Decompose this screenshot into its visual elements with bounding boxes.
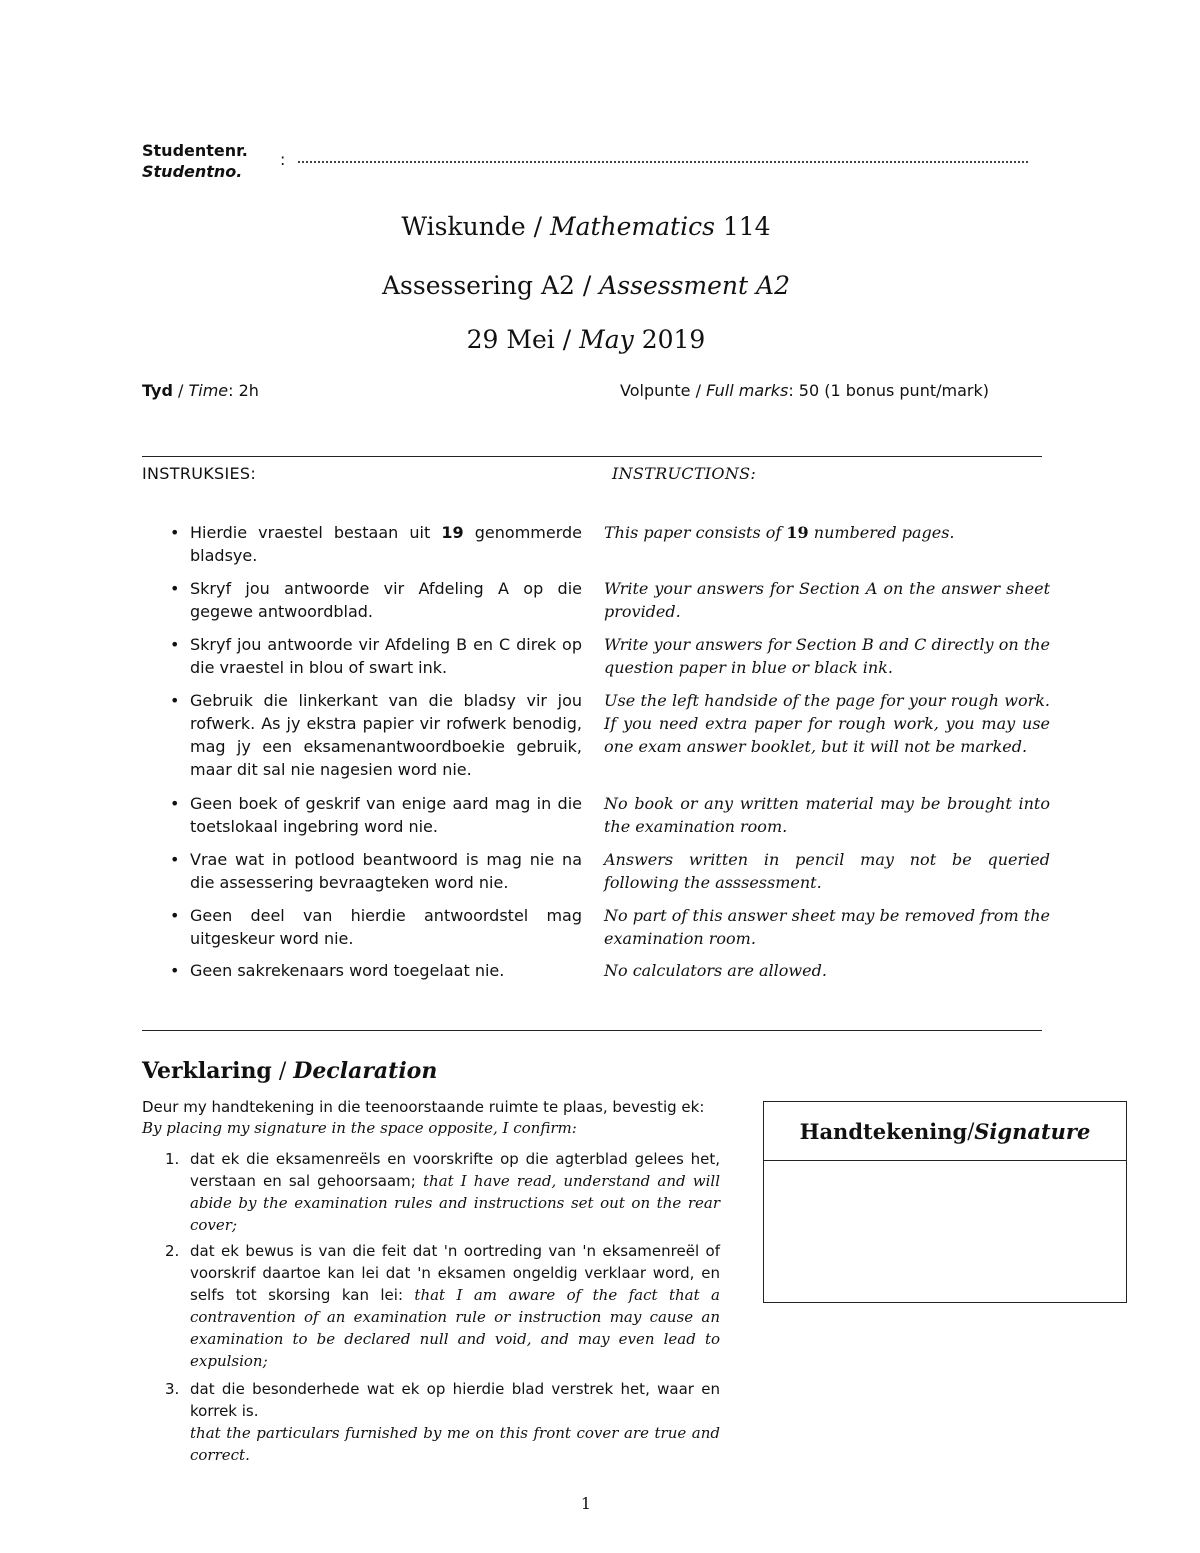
course-title-af: Wiskunde: [401, 212, 526, 241]
instruction-af: Geen deel van hierdie antwoordstel mag uitgeskeur word nie.: [190, 906, 582, 948]
marks-label-af: Volpunte: [620, 381, 691, 400]
title-separator: /: [574, 271, 600, 300]
bullet-icon: •: [170, 635, 180, 654]
divider-top: [142, 456, 1042, 457]
title-separator: /: [554, 325, 580, 354]
date-af: 29 Mei: [466, 325, 555, 354]
signature-label-en: Signature: [974, 1118, 1091, 1144]
declaration-intro-af: Deur my handtekening in die teenoorstaande ruimte te plaas, bevestig ek:: [142, 1098, 705, 1116]
assessment-title-en: Assessment A2: [599, 271, 790, 300]
assessment-title-af: Assessering A2: [382, 271, 575, 300]
signature-heading: [764, 1102, 1126, 1161]
instruction-en: Write your answers for Section A on the answer sheet provided.: [604, 579, 1050, 621]
student-number-field[interactable]: [298, 161, 1028, 163]
declaration-heading-en: Declaration: [293, 1058, 438, 1084]
instruction-af: Skryf jou antwoorde vir Afdeling B en C direk op die vraestel in blou of swart ink.: [190, 635, 582, 677]
page-number: 1: [580, 1494, 592, 1513]
date-en: May: [579, 325, 634, 354]
item-number: 3.: [165, 1380, 180, 1398]
bullet-icon: •: [170, 961, 180, 980]
item-number: 1.: [165, 1150, 180, 1168]
course-title: [0, 212, 1172, 241]
time-label-af: Tyd: [142, 381, 173, 400]
course-code: 114: [714, 212, 771, 241]
assessment-title: [0, 271, 1172, 300]
instruction-af: Vrae wat in potlood beantwoord is mag nie na die assessering bevraagteken word nie.: [190, 850, 582, 892]
declaration-intro-en: By placing my signature in the space opposite, I confirm:: [142, 1119, 577, 1137]
bullet-icon: •: [170, 794, 180, 813]
student-number-label: [142, 140, 248, 182]
instruction-en: No calculators are allowed.: [604, 961, 827, 980]
instruction-en: Use the left handside of the page for your rough work. If you need extra paper for rough work, you may use one exam answer booklet, but it will not be marked.: [604, 691, 1050, 756]
instruction-af: Skryf jou antwoorde vir Afdeling A op die gegewe antwoordblad.: [190, 579, 582, 621]
declaration-heading-af: Verklaring: [142, 1058, 272, 1084]
date-year: 2019: [633, 325, 706, 354]
signature-label-af: Handtekening: [799, 1118, 968, 1144]
time-info: Tyd / Time: 2h: [142, 381, 259, 400]
marks-info: Volpunte / Full marks: 50 (1 bonus punt/mark): [620, 381, 989, 400]
student-label-en: Studentno.: [142, 162, 243, 181]
exam-date: [0, 325, 1172, 354]
heading-separator: /: [271, 1059, 294, 1084]
declaration-text: dat die besonderhede wat ek op hierdie blad verstrek het, waar en korrek is. that the particulars furnished by me on this front cover are true and correct.: [190, 1380, 720, 1464]
instructions-heading-af: INSTRUKSIES:: [142, 464, 257, 483]
course-title-en: Mathematics: [549, 212, 715, 241]
instruction-en: This paper consists of 19 numbered pages.: [604, 523, 955, 542]
declaration-text: dat ek die eksamenreëls en voorskrifte op die agterblad gelees het, verstaan en sal gehoorsaam; that I have read, understand and will abide by the examination rules and instructions set out on the rear cover;: [190, 1150, 720, 1234]
instruction-af: Geen boek of geskrif van enige aard mag in die toetslokaal ingebring word nie.: [190, 794, 582, 836]
instruction-af: Gebruik die linkerkant van die bladsy vir jou rofwerk. As jy ekstra papier vir rofwerk benodig, mag jy een eksamenantwoordboekie gebruik, maar dit sal nie nagesien word nie.: [190, 691, 582, 779]
marks-value: : 50 (1 bonus punt/mark): [788, 381, 989, 400]
instruction-en: Write your answers for Section B and C directly on the question paper in blue or black ink.: [604, 635, 1050, 677]
student-label-af: Studentenr.: [142, 141, 248, 160]
marks-label-en: Full marks: [706, 381, 789, 400]
bullet-icon: •: [170, 691, 180, 710]
time-label-en: Time: [188, 381, 229, 400]
student-colon: :: [280, 150, 286, 169]
divider-bottom: [142, 1030, 1042, 1031]
signature-separator: /: [967, 1119, 975, 1143]
instruction-en: Answers written in pencil may not be queried following the asssessment.: [604, 850, 1050, 892]
instruction-en: No book or any written material may be brought into the examination room.: [604, 794, 1050, 836]
declaration-heading: [142, 1058, 437, 1084]
item-number: 2.: [165, 1242, 180, 1260]
instructions-heading-en: INSTRUCTIONS:: [612, 464, 757, 483]
instruction-en: No part of this answer sheet may be removed from the examination room.: [604, 906, 1050, 948]
instruction-af: Hierdie vraestel bestaan uit 19 genommerde bladsye.: [190, 523, 583, 565]
time-value: : 2h: [228, 381, 259, 400]
signature-box[interactable]: [763, 1101, 1127, 1303]
bullet-icon: •: [170, 850, 180, 869]
bullet-icon: •: [170, 523, 180, 542]
bullet-icon: •: [170, 579, 180, 598]
title-separator: /: [525, 212, 550, 241]
instruction-af: Geen sakrekenaars word toegelaat nie.: [190, 961, 505, 980]
declaration-text: dat ek bewus is van die feit dat 'n oortreding van 'n eksamenreël of voorskrif daartoe kan lei dat 'n eksamen ongeldig verklaar word, en selfs tot skorsing kan lei: that I am aware of the fact that a contravention of an examination rule or instruction may cause an examination to be declared null and void, and may even lead to expulsion;: [190, 1242, 720, 1370]
declaration-intro: [142, 1097, 732, 1139]
bullet-icon: •: [170, 906, 180, 925]
